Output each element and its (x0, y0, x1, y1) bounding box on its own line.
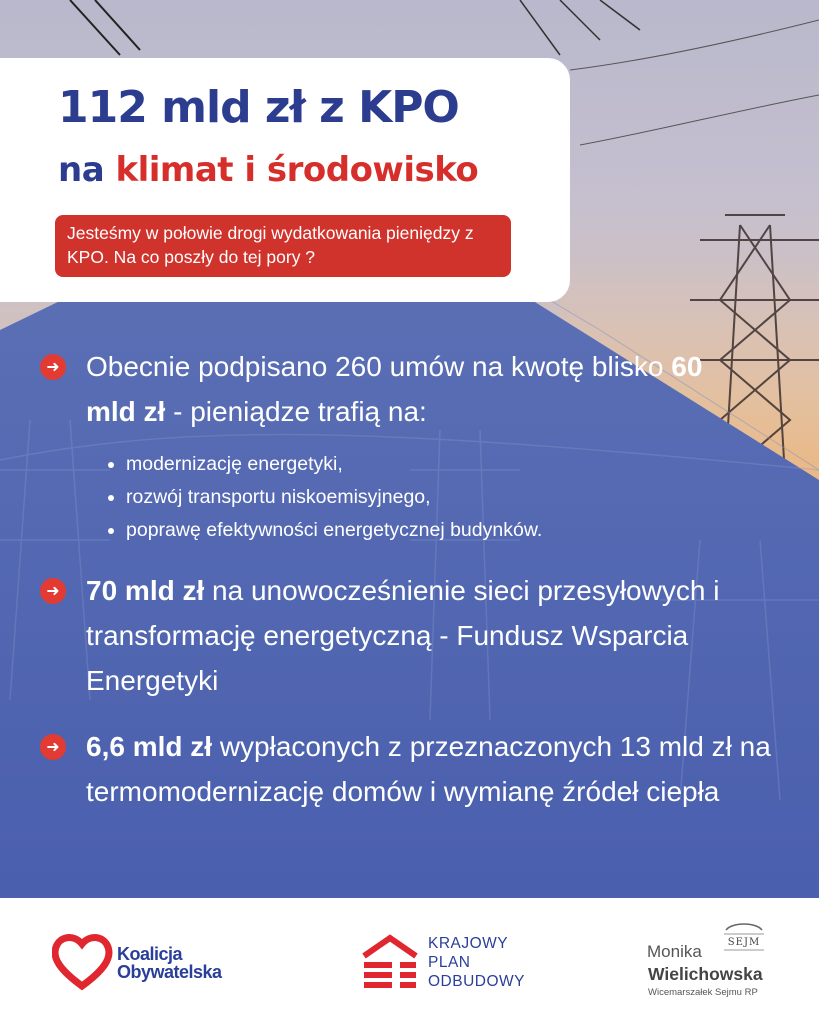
bullet-text (86, 724, 796, 814)
list-item: poprawę efektywności energetycznej budynków. (108, 514, 542, 547)
sejm-wordmark: SEJM (727, 937, 761, 948)
logo-line: ODBUDOWY (428, 973, 525, 990)
signature-role: Wicemarszałek Sejmu RP (648, 987, 758, 998)
bullet-text (86, 344, 746, 434)
subtitle-accent: klimat i środowisko (115, 150, 479, 190)
arrow-right-icon: ➜ (40, 734, 66, 760)
logo-line: Koalicja (117, 944, 183, 964)
logo-line: PLAN (428, 954, 471, 971)
intro-box: Jesteśmy w połowie drogi wydatkowania pieniędzy z KPO. Na co poszły do tej pory ? (55, 215, 511, 277)
bullet-text-part: wypłaconych z przeznaczonych 13 mld zł na termomodernizację domów i wymianę źródeł ciepła (86, 731, 771, 807)
page-subtitle (58, 150, 478, 190)
arrow-right-icon: ➜ (40, 578, 66, 604)
arrow-right-icon: ➜ (40, 354, 66, 380)
page-title: 112 mld zł z KPO (58, 82, 459, 133)
sub-list (108, 448, 542, 547)
kpo-house-icon (362, 934, 418, 992)
bullet-amount: 60 mld zł (86, 351, 703, 427)
signature-first-name: Monika (647, 942, 702, 961)
bullet-amount: 6,6 mld zł (86, 731, 213, 762)
kpo-logo-text (428, 934, 525, 991)
bullet-text (86, 568, 786, 703)
signature-last-name: Wielichowska (648, 964, 763, 984)
bullet-text-part: Obecnie podpisano 260 umów na kwotę blisko (86, 351, 672, 382)
bullet-text-part: - pieniądze trafią na: (165, 396, 427, 427)
logo-line: KRAJOWY (428, 935, 509, 952)
list-item: modernizację energetyki, (108, 448, 542, 481)
list-item: rozwój transportu niskoemisyjnego, (108, 481, 542, 514)
logo-line: Obywatelska (117, 962, 222, 982)
subtitle-prefix: na (58, 150, 116, 190)
koalicja-logo-text (117, 945, 222, 981)
bullet-amount: 70 mld zł (86, 575, 205, 606)
bullet-text-part: na unowocześnienie sieci przesyłowych i transformację energetyczną - Fundusz Wsparcia Energetyki (86, 575, 720, 696)
